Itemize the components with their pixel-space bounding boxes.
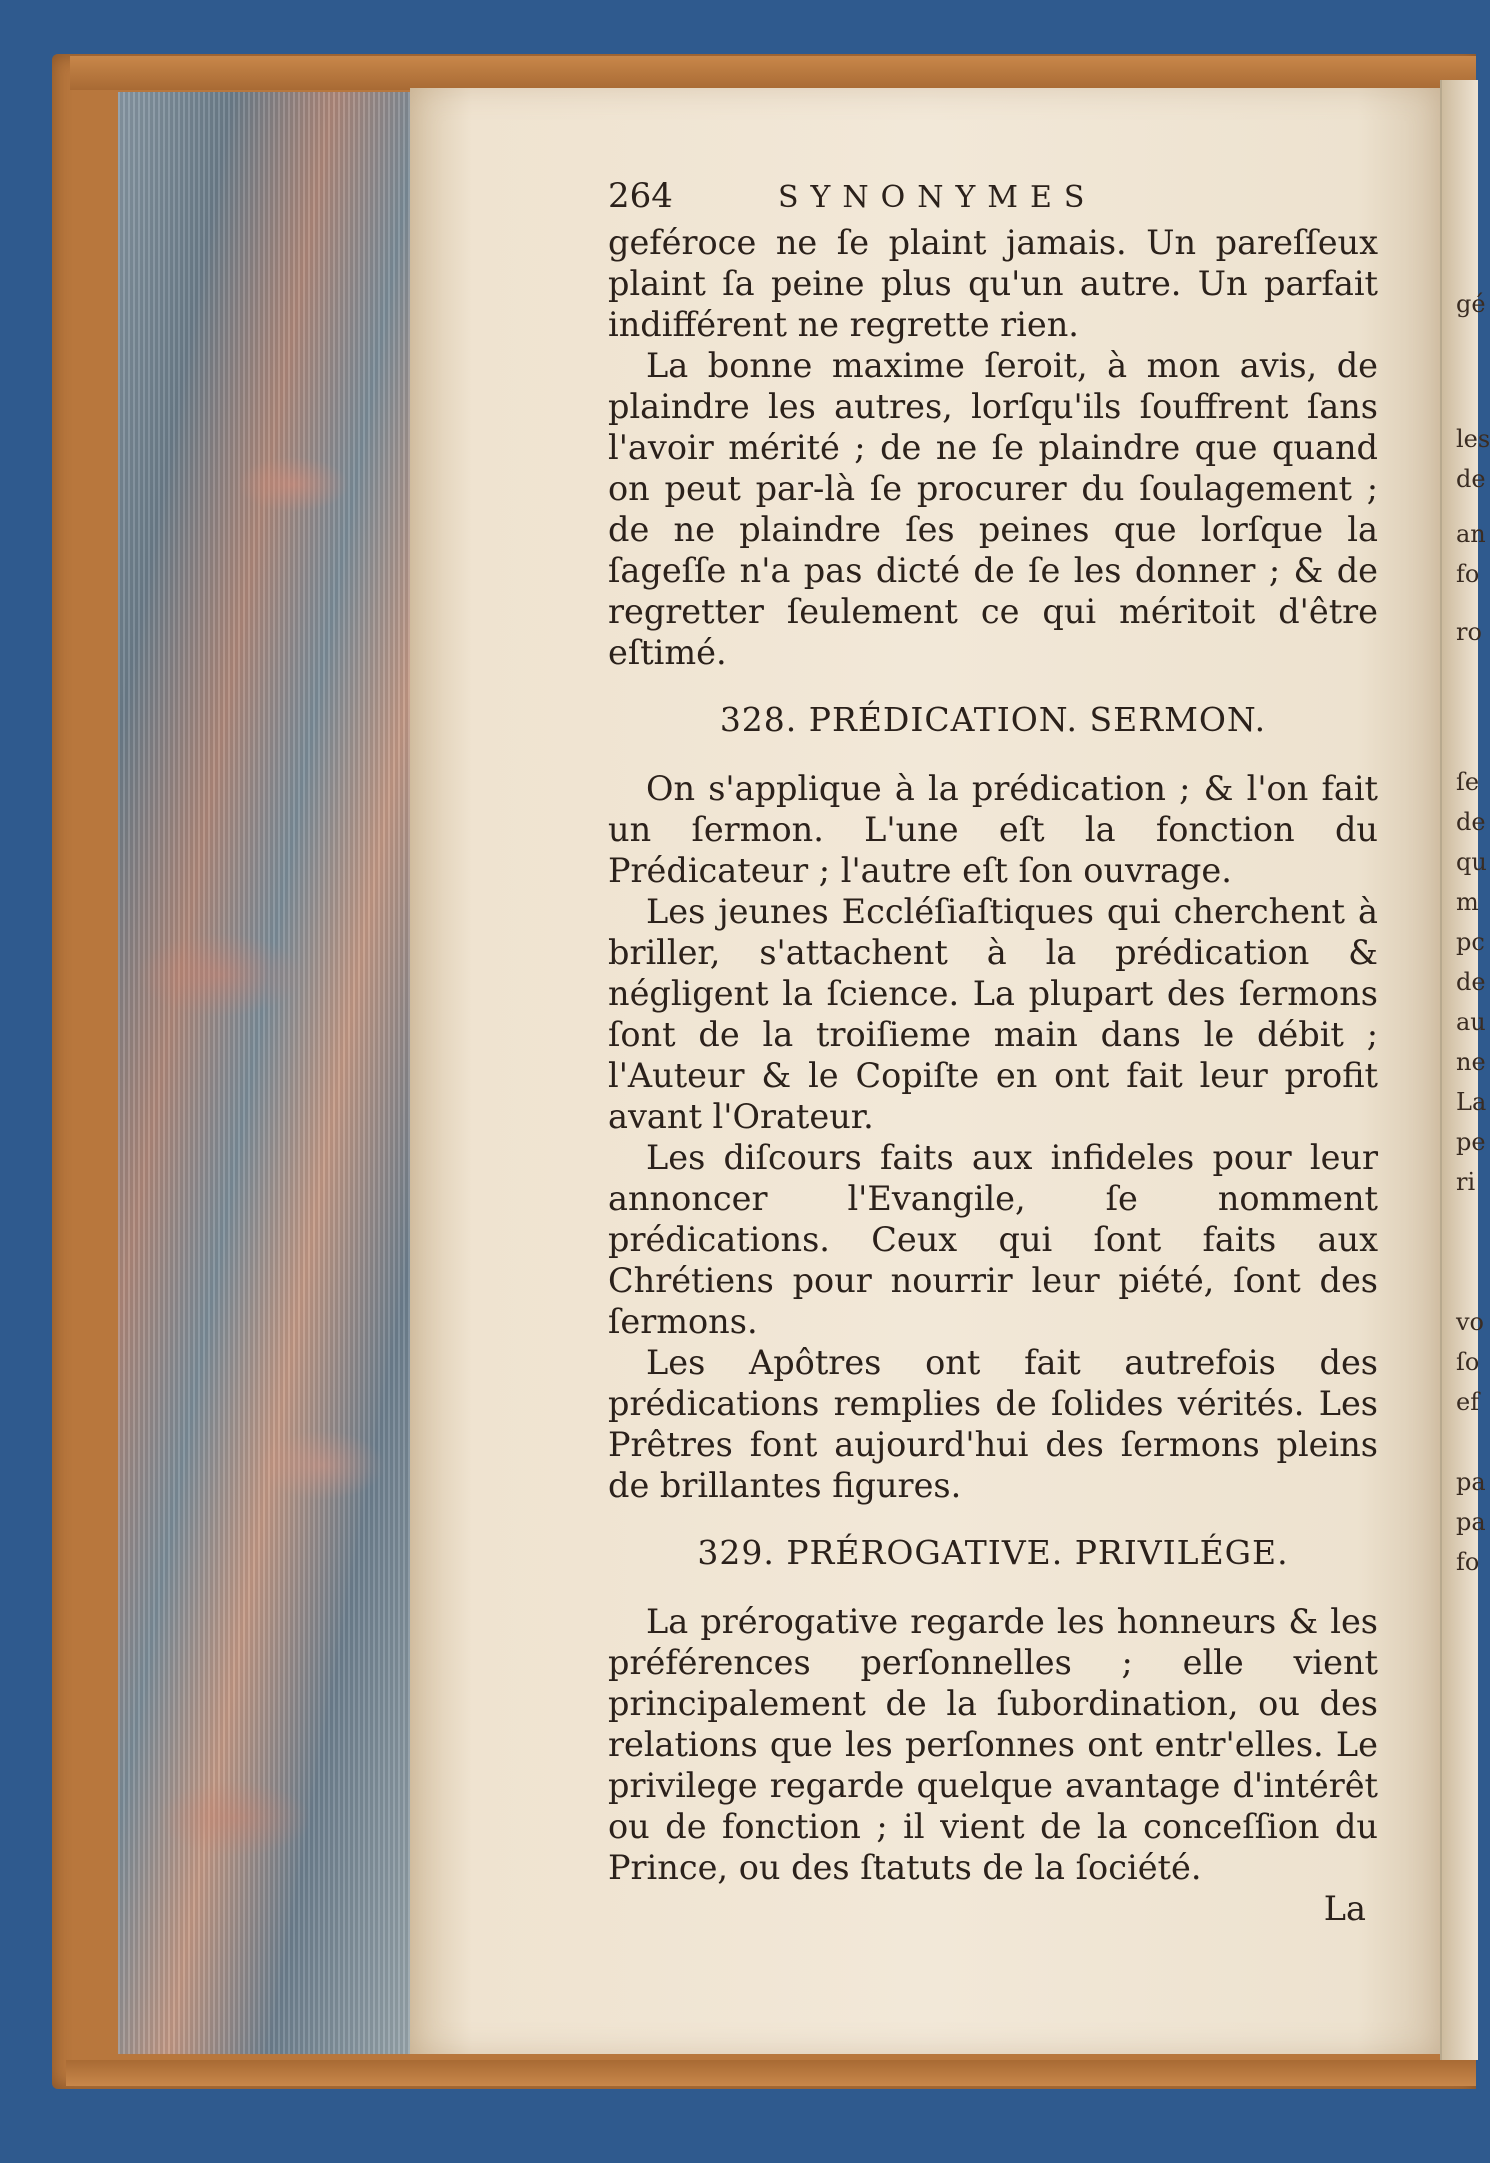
facing-fragment: fo [1456, 560, 1480, 588]
facing-fragment: ef [1456, 1388, 1480, 1416]
facing-fragment: ro [1456, 618, 1482, 646]
facing-fragment: La [1456, 1088, 1487, 1116]
facing-fragment: de [1456, 808, 1486, 836]
facing-fragment: pa [1456, 1468, 1486, 1496]
paragraph: Les Apôtres ont fait autrefois des prédications remplies de ſolides vérités. Les Prêtres font aujourd'hui des ſermons pleins de brillantes figures. [608, 1343, 1378, 1505]
paragraph: On s'applique à la prédication ; & l'on fait un ſermon. L'une eſt la fonction du Prédicateur ; l'autre eſt ſon ouvrage. [608, 769, 1378, 890]
section-heading: 329. PRÉROGATIVE. PRIVILÉGE. [697, 1533, 1289, 1572]
running-title: SYNONYMES [778, 180, 1097, 215]
facing-fragment: qu [1456, 848, 1487, 876]
section-heading: 328. PRÉDICATION. SERMON. [719, 700, 1267, 739]
facing-fragment: ſe [1456, 768, 1480, 796]
facing-fragment: pe [1456, 1128, 1486, 1156]
facing-fragment: fo [1456, 1548, 1480, 1576]
facing-fragment: pa [1456, 1508, 1486, 1536]
paragraph: La bonne maxime ſeroit, à mon avis, de plaindre les autres, lorſqu'ils ſouffrent ſans l'avoir mérité ; de ne ſe plaindre que quand on peut par-là ſe procurer du ſoulagement ; de ne plaindre ſes peines que lorſque la ſageſſe n'a pas dicté de ſe les donner ; & de regretter ſeulement ce qui méritoit d'être eſtimé. [608, 346, 1378, 672]
page-number: 264 [608, 176, 673, 216]
facing-page-edge [1440, 80, 1490, 2060]
facing-fragment: pc [1456, 928, 1485, 956]
facing-fragment: de [1456, 465, 1486, 493]
running-header [608, 176, 1378, 222]
facing-fragment: de [1456, 968, 1486, 996]
facing-fragment: ne [1456, 1048, 1486, 1076]
paragraph: Les jeunes Eccléſiaſtiques qui cherchent à briller, s'attachent à la prédication & négligent la ſcience. La plupart des ſermons ſont de la troiſieme main dans le débit ; l'Auteur & le Copiſte en ont fait leur profit avant l'Orateur. [608, 892, 1378, 1136]
facing-fragment: au [1456, 1008, 1486, 1036]
page-text [608, 176, 1378, 1929]
facing-fragment: ſo [1456, 1348, 1480, 1376]
marble-pattern [118, 92, 410, 2054]
book-top-edge [70, 56, 1476, 90]
facing-fragment: gé [1456, 290, 1486, 318]
paragraph: La prérogative regarde les honneurs & les préférences perſonnelles ; elle vient principalement de la ſubordination, ou des relations que les perſonnes ont entr'elles. Le privilege regarde quelque avantage d'intérêt ou de fonction ; il vient de la conceſſion du Prince, ou des ſtatuts de la ſociété. [608, 1602, 1378, 1887]
paragraph: Les diſcours faits aux infideles pour leur annoncer l'Evangile, ſe nomment prédications. Ceux qui ſont faits aux Chrétiens pour nourrir leur piété, ſont des ſermons. [608, 1138, 1378, 1341]
facing-fragment: vo [1456, 1308, 1485, 1336]
facing-fragment: les [1456, 425, 1490, 453]
facing-fragment: m [1456, 888, 1479, 916]
paragraph: geféroce ne ſe plaint jamais. Un pareſſeux plaint ſa peine plus qu'un autre. Un parfait indifférent ne regrette rien. [608, 223, 1378, 344]
facing-fragment: ri [1456, 1168, 1476, 1196]
book-bottom-edge [66, 2060, 1476, 2086]
facing-fragment: an [1456, 520, 1486, 548]
catchword: La [1323, 1889, 1366, 1928]
